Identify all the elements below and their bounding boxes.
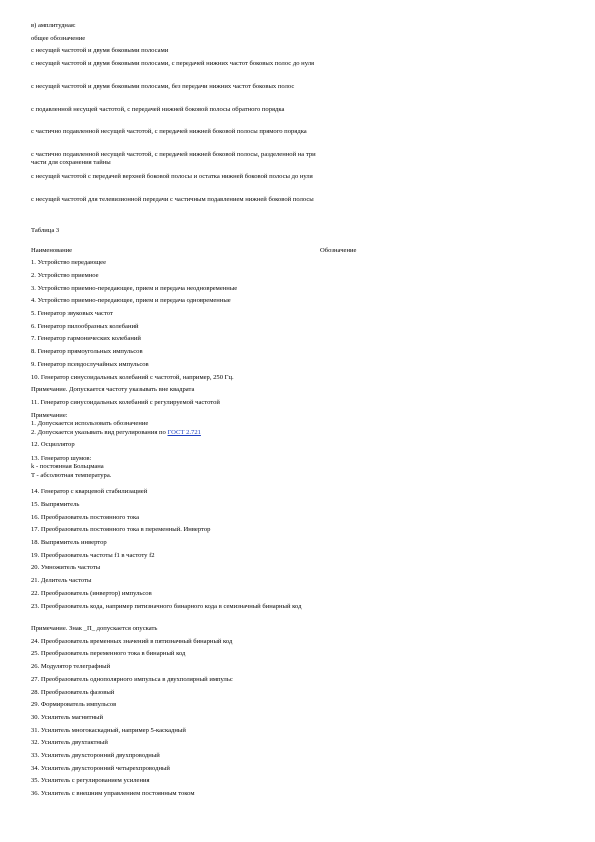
table-row: 4. Устройство приемно-передающее, прием и передача одновременные xyxy=(31,297,231,304)
table-row: 27. Преобразователь однополярного импульса в двухполярный импульс xyxy=(31,676,233,683)
table-row: 33. Усилитель двухсторонний двухпроводный xyxy=(31,752,160,759)
table-row: 26. Модулятор телеграфный xyxy=(31,663,111,670)
table-row: 34. Усилитель двухсторонний четырехпроводный xyxy=(31,765,170,772)
table-row: 18. Выпрямитель инвертор xyxy=(31,539,107,546)
section-heading: в) амплитудная: xyxy=(31,22,76,29)
table-row: 30. Усилитель магнитный xyxy=(31,714,103,721)
table-row: 1. Устройство передающее xyxy=(31,259,107,266)
table-row: 36. Усилитель с внешним управлением постоянным током xyxy=(31,790,195,797)
table-row: 22. Преобразователь (инвертор) импульсов xyxy=(31,590,152,597)
list-item: с несущей частотой и двумя боковыми полосами xyxy=(31,47,169,54)
table-row: 28. Преобразователь фазовый xyxy=(31,689,115,696)
table-note: T - абсолютная температура. xyxy=(31,472,112,479)
table-row: 5. Генератор звуковых частот xyxy=(31,310,113,317)
list-item: с несущей частотой и двумя боковыми полосами, с передачей нижних частот боковых полос до нуля xyxy=(31,60,315,67)
list-item: с несущей частотой для телевизионной передачи с частичным подавлением нижней боковой полосы xyxy=(31,196,314,203)
list-item: с частично подавленной несущей частотой, с передачей нижней боковой полосы прямого порядка xyxy=(31,128,307,135)
table-row: 23. Преобразователь кода, например пятизначного бинарного кода в семизначный бинарный код xyxy=(31,603,302,610)
table-row: 35. Усилитель с регулированием усиления xyxy=(31,777,150,784)
table-row: 6. Генератор пилообразных колебаний xyxy=(31,323,139,330)
table-row: 14. Генератор с кварцевой стабилизацией xyxy=(31,488,148,495)
table-row: 25. Преобразователь переменного тока в бинарный код xyxy=(31,650,186,657)
table-row: 17. Преобразователь постоянного тока в переменный. Инвертор xyxy=(31,526,211,533)
table-row: 21. Делитель частоты xyxy=(31,577,92,584)
table-row: 29. Формирователь импульсов xyxy=(31,701,117,708)
list-item: с подавленной несущей частотой, с передачей нижней боковой полосы обратного порядка xyxy=(31,106,285,113)
table-row: 24. Преобразователь временных значений в пятизначный бинарный код xyxy=(31,638,233,645)
table-caption: Таблица 3 xyxy=(31,227,60,234)
table-row: 20. Умножитель частоты xyxy=(31,564,101,571)
list-item: с несущей частотой с передачей верхней боковой полосы и остатка нижней боковой полосы до нуля xyxy=(31,173,313,180)
list-item: общее обозначение xyxy=(31,35,86,42)
table-row: 3. Устройство приемно-передающее, прием и передача неодновременные xyxy=(31,285,238,292)
table-row: 19. Преобразователь частоты f1 в частоту f2 xyxy=(31,552,155,559)
table-note: k - постоянная Больцмана xyxy=(31,463,104,470)
table-row: 16. Преобразователь постоянного тока xyxy=(31,514,140,521)
table-row: 12. Осциллятор xyxy=(31,441,75,448)
table-note: Примечание. Знак _П_ допускается опускать xyxy=(31,625,158,632)
table-row: 32. Усилитель двухтактный xyxy=(31,739,108,746)
table-note-with-link xyxy=(31,429,201,437)
table-row: 8. Генератор прямоугольных импульсов xyxy=(31,348,143,355)
list-item: с несущей частотой и двумя боковыми полосами, без передачи нижних частот боковых полос xyxy=(31,83,295,90)
table-note: 1. Допускается использовать обозначение xyxy=(31,420,149,427)
table-row: 15. Выпрямитель xyxy=(31,501,80,508)
table-note: Примечание. Допускается частоту указывать вне квадрата xyxy=(31,386,195,393)
table-row: 11. Генератор синусоидальных колебаний с регулируемой частотой xyxy=(31,399,220,406)
column-header-name: Наименование xyxy=(31,247,73,254)
table-row: 31. Усилитель многокаскадный, например 5-каскадный xyxy=(31,727,186,734)
table-row: 10. Генератор синусоидальных колебаний с частотой, например, 250 Гц. xyxy=(31,374,234,381)
table-row: 2. Устройство приемное xyxy=(31,272,99,279)
gost-link[interactable]: ГОСТ 2.721 xyxy=(167,429,201,436)
column-header-symbol: Обозначение xyxy=(320,247,357,254)
table-note: Примечание: xyxy=(31,412,68,419)
table-row: 9. Генератор псевдослучайных импульсов xyxy=(31,361,149,368)
table-row: 13. Генератор шумов: xyxy=(31,455,92,462)
table-note-text: 2. Допускается указывать вид регулирования по xyxy=(31,429,166,436)
list-item: с частично подавленной несущей частотой, с передачей нижней боковой полосы, разделенной на три части для сохранения тайны xyxy=(31,151,316,166)
table-row: 7. Генератор гармонических колебаний xyxy=(31,335,141,342)
